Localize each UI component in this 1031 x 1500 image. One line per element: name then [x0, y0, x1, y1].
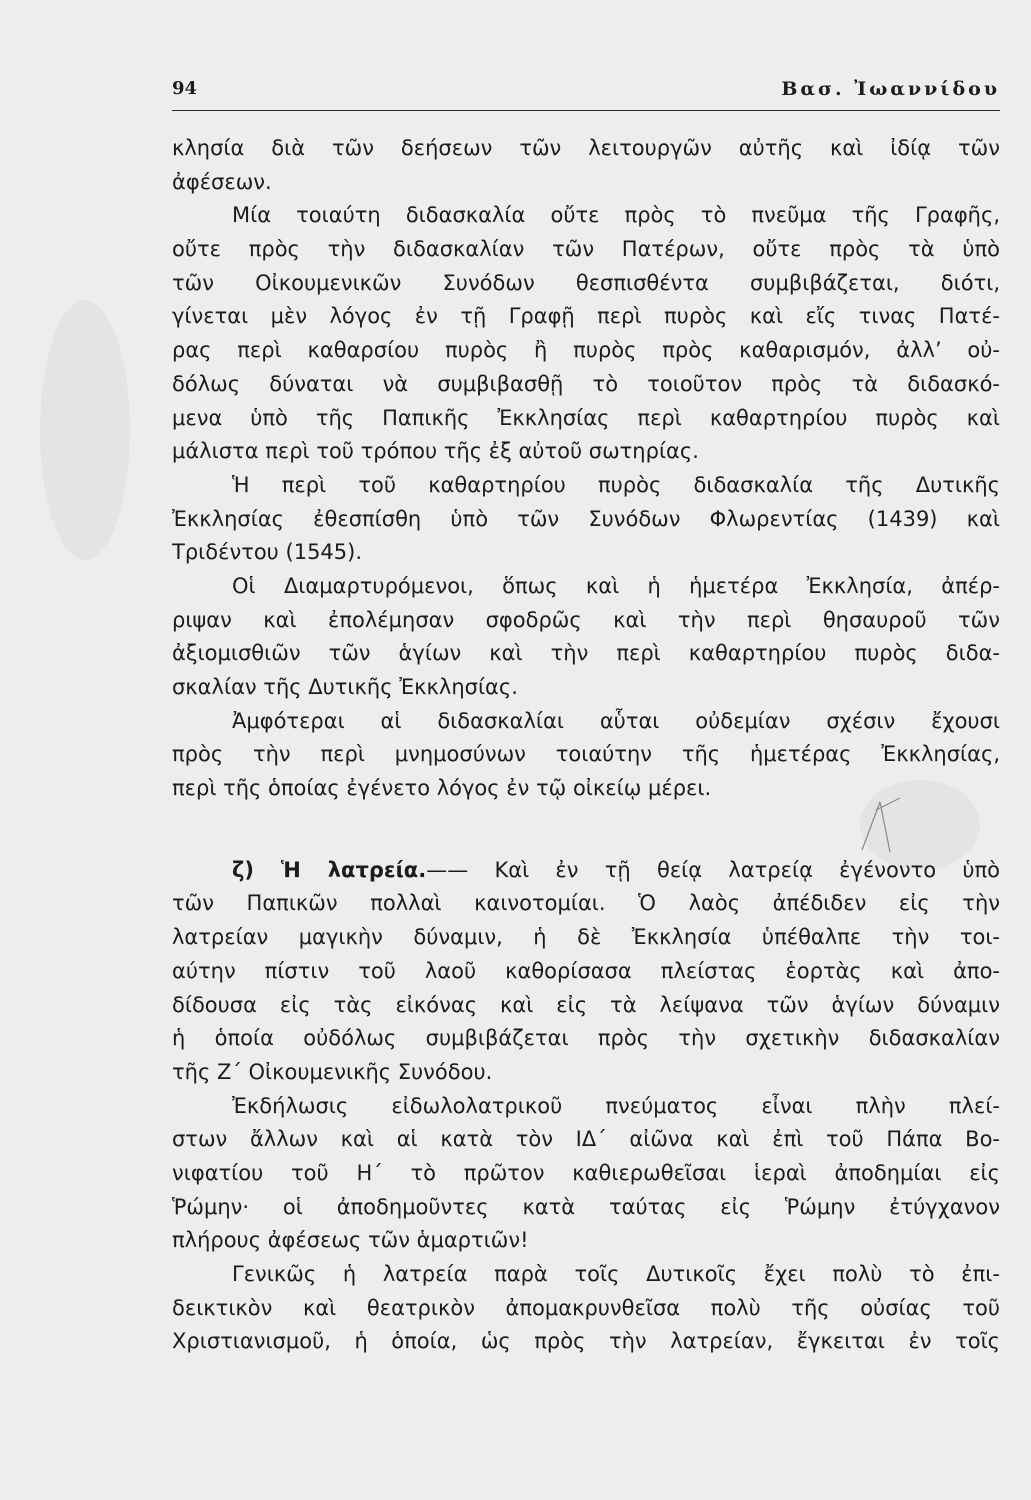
text-line: ριψαν καὶ ἐπολέμησαν σφοδρῶς καὶ τὴν περὶ θησαυροῦ τῶν	[172, 607, 1000, 632]
text-line: μενα ὑπὸ τῆς Παπικῆς Ἐκκλησίας περὶ καθαρτηρίου πυρὸς καὶ	[172, 405, 1000, 430]
text-line: τῆς Ζ΄ Οἰκουμενικῆς Συνόδου.	[172, 1059, 493, 1084]
text-line: ἀξιομισθιῶν τῶν ἁγίων καὶ τὴν περὶ καθαρτηρίου πυρὸς διδα-	[172, 641, 1000, 666]
text-line: Ἀμφότεραι αἱ διδασκαλίαι αὗται οὐδεμίαν σχέσιν ἔχουσι	[232, 708, 1000, 733]
text-line: πρὸς τὴν περὶ μνημοσύνων τοιαύτην τῆς ἡμετέρας Ἐκκλησίας,	[172, 742, 1000, 767]
text-line: δεικτικὸν καὶ θεατρικὸν ἀπομακρυνθεῖσα πολὺ τῆς οὐσίας τοῦ	[172, 1295, 1000, 1320]
text-line: γίνεται μὲν λόγος ἐν τῇ Γραφῇ περὶ πυρὸς καὶ εἴς τινας Πατέ-	[172, 304, 1000, 329]
text-line: λατρείαν μαγικὴν δύναμιν, ἡ δὲ Ἐκκλησία ὑπέθαλπε τὴν τοι-	[172, 925, 1000, 950]
text-line: δόλως δύναται νὰ συμβιβασθῇ τὸ τοιοῦτον πρὸς τὰ διδασκό-	[172, 371, 1000, 396]
text-line: Ῥώμην· οἱ ἀποδημοῦντες κατὰ ταύτας εἰς Ῥώμην ἐτύγχανον	[172, 1194, 1000, 1219]
pencil-mark-icon	[850, 790, 920, 860]
text-line: πλήρους ἀφέσεως τῶν ἁμαρτιῶν!	[172, 1228, 529, 1253]
text-line: ἡ ὁποία οὐδόλως συμβιβάζεται πρὸς τὴν σχετικὴν διδασκαλίαν	[172, 1026, 1000, 1051]
text-line: νιφατίου τοῦ Η΄ τὸ πρῶτον καθιερωθεῖσαι ἱεραὶ ἀποδημίαι εἰς	[172, 1160, 1000, 1185]
text-line: δίδουσα εἰς τὰς εἰκόνας καὶ εἰς τὰ λείψανα τῶν ἁγίων δύναμιν	[172, 992, 1000, 1017]
text-line: Οἱ Διαμαρτυρόμενοι, ὅπως καὶ ἡ ἡμετέρα Ἐκκλησία, ἀπέρ-	[232, 573, 1000, 598]
text-line: περὶ τῆς ὁποίας ἐγένετο λόγος ἐν τῷ οἰκείῳ μέρει.	[172, 776, 712, 801]
text-line: ἀφέσεων.	[172, 169, 272, 194]
text-line: Ἡ περὶ τοῦ καθαρτηρίου πυρὸς διδασκαλία τῆς Δυτικῆς	[232, 472, 1000, 497]
text-line: Χριστιανισμοῦ, ἡ ὁποία, ὡς πρὸς τὴν λατρείαν, ἔγκειται ἐν τοῖς	[172, 1329, 1000, 1354]
text-line: τῶν Οἰκουμενικῶν Συνόδων θεσπισθέντα συμβιβάζεται, διότι,	[172, 270, 1000, 295]
text-line: —— Καὶ ἐν τῇ θείᾳ λατρείᾳ ἐγένοντο ὑπὸ	[426, 857, 1001, 882]
text-line: σκαλίαν τῆς Δυτικῆς Ἐκκλησίας.	[172, 675, 518, 699]
text-line: ρας περὶ καθαρσίου πυρὸς ἢ πυρὸς πρὸς καθαρισμόν, ἀλλ’ οὐ-	[172, 338, 1000, 363]
text-line: Ἐκδήλωσις εἰδωλολατρικοῦ πνεύματος εἶναι πλὴν πλεί-	[232, 1093, 1000, 1118]
text-line: Μία τοιαύτη διδασκαλία οὔτε πρὸς τὸ πνεῦμα τῆς Γραφῆς,	[232, 203, 1000, 228]
text-line: αύτην πίστιν τοῦ λαοῦ καθορίσασα πλείστας ἑορτὰς καὶ ἀπο-	[172, 958, 1000, 983]
header-rule	[172, 110, 1000, 111]
page-number: 94	[172, 78, 198, 99]
text-line: τῶν Παπικῶν πολλαὶ καινοτομίαι. Ὁ λαὸς ἀπέδιδεν εἰς τὴν	[172, 891, 1000, 916]
section-heading: ζ) Ἡ λατρεία.	[232, 857, 427, 882]
text-line: Ἐκκλησίας ἐθεσπίσθη ὑπὸ τῶν Συνόδων Φλωρεντίας (1439) καὶ	[172, 506, 1000, 531]
text-line: κλησία διὰ τῶν δεήσεων τῶν λειτουργῶν αὐτῆς καὶ ἰδίᾳ τῶν	[172, 136, 1000, 160]
running-head: Βασ. Ἰωαννίδου	[781, 78, 1000, 100]
text-line: Γενικῶς ἡ λατρεία παρὰ τοῖς Δυτικοῖς ἔχει πολὺ τὸ ἐπι-	[232, 1262, 1000, 1286]
text-line: μάλιστα περὶ τοῦ τρόπου τῆς ἐξ αὐτοῦ σωτηρίας.	[172, 439, 699, 464]
page-header	[172, 78, 1000, 112]
text-line: οὔτε πρὸς τὴν διδασκαλίαν τῶν Πατέρων, οὔτε πρὸς τὰ ὑπὸ	[172, 237, 1000, 262]
body-text	[172, 132, 1000, 1359]
text-line: Τριδέντου (1545).	[172, 540, 363, 565]
paper-stain	[40, 300, 130, 560]
text-line: στων ἄλλων καὶ αἱ κατὰ τὸν ΙΔ΄ αἰῶνα καὶ ἐπὶ τοῦ Πάπα Βο-	[172, 1127, 1000, 1152]
